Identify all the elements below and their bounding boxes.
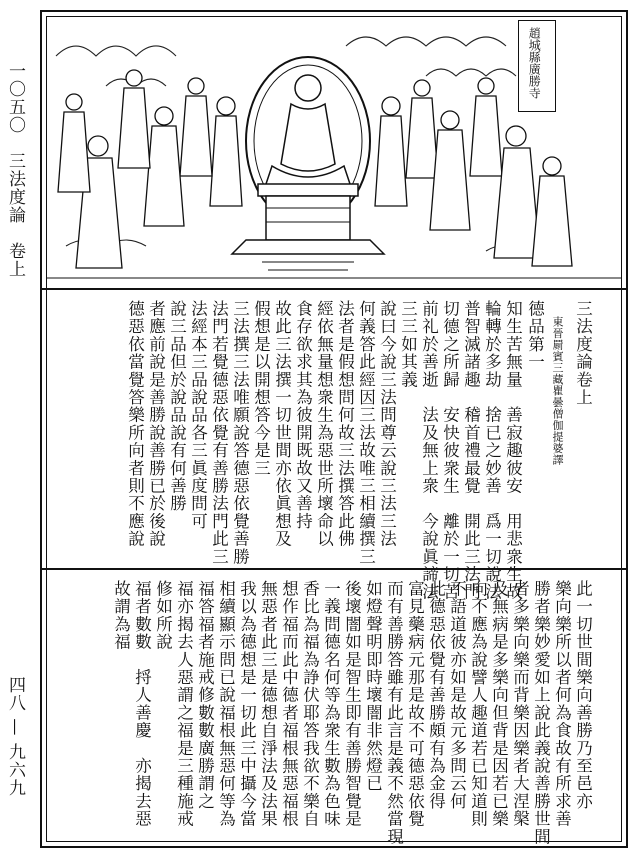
- text-column: 知生苦無量 善寂趣彼安 用悲衆生故: [503, 300, 523, 601]
- text-column: 三法度論卷上: [573, 300, 593, 407]
- text-column: 法門若覺德惡依覺有善勝法門此三: [209, 300, 229, 566]
- text-column: 故此三法撰一切世間亦依眞想及: [272, 300, 292, 548]
- text-column: 普智滅諸趣 稽首禮最覺 開此三法門: [461, 300, 481, 601]
- text-column: 德品第一: [525, 300, 545, 371]
- text-column: 經依無量想衆生為惡世所壞命以: [314, 300, 334, 548]
- text-column: 輪轉於多劫 捨已之妙善 爲一切說法: [482, 300, 502, 601]
- verse-column: 福者數數 捋人善慶 亦揭去惡: [132, 580, 152, 828]
- text-column: 向不應為說譬人趣道若已知道則: [468, 580, 488, 828]
- text-column: 前礼於善逝 法及無上衆 今說眞諦法: [419, 300, 439, 601]
- text-column: 說三品但於說品說有何善勝: [167, 300, 187, 513]
- running-title: 一〇五〇 三法度論 卷上: [5, 62, 25, 278]
- text-column: 者應前說是善勝說善勝已於後說: [146, 300, 166, 548]
- text-column: 食存欲求其為彼開既故又善持: [293, 300, 313, 531]
- text-column: 福亦揭去人惡謂之福是三種施戒: [174, 580, 194, 828]
- text-column: 相續顯示問已說福根無惡何等為: [216, 580, 236, 828]
- text-column: 德惡依當覺答樂所向者則不應說: [125, 300, 145, 548]
- text-column: 樂向樂所以者何為食故有所求善: [552, 580, 572, 828]
- text-column: 切德之所歸 安快彼衆生 離於一切苦: [440, 300, 460, 601]
- text-column: 如燈聲明即時壞闇非然燈已: [363, 580, 383, 793]
- text-column: 修如所說: [153, 580, 173, 651]
- text-column: 想作福而此中德者福根無惡福根: [279, 580, 299, 828]
- text-column: 法者是假想問何故三法撰答此佛: [335, 300, 355, 548]
- temple-cartouche: [518, 20, 556, 112]
- text-column: 及無病是多樂向但背是因若已樂: [489, 580, 509, 828]
- text-column: 三法撰三法唯願說答德惡依覺善勝: [230, 300, 250, 566]
- section-divider-top: [42, 288, 626, 290]
- text-column: 福答福者施戒修數數廣勝謂之: [195, 580, 215, 811]
- text-column: 法經本三品說品各三眞度問可: [188, 300, 208, 531]
- text-column: 無惡者此三是德想自淨法及法果: [258, 580, 278, 828]
- text-column: 一義問德名何等為衆生數為色味: [321, 580, 341, 828]
- text-column: 三三如其義: [398, 300, 418, 389]
- text-column: 勝者樂妙愛如上說此義說善勝世間: [531, 580, 551, 846]
- text-column: 者多樂向樂而背樂因樂者大涅槃: [510, 580, 530, 828]
- verse-column: 故謂為福: [111, 580, 131, 651]
- text-column: 富見藥病元那是故不可德惡依覺: [405, 580, 425, 828]
- text-column: 而有善勝答雖有此言是義不然當現: [384, 580, 404, 846]
- page-number: 四八 — 九六九: [5, 676, 25, 797]
- text-column: 說曰今說三法問尊云說三法三法: [377, 300, 397, 548]
- text-column: 不語道彼亦如是故元多問云何: [447, 580, 467, 811]
- text-column: 假想是以開想答今是三: [251, 300, 271, 477]
- translator-line: 東晉罽賓三藏瞿曇僧伽提婆譯: [551, 316, 564, 466]
- section-divider-bottom: [42, 568, 626, 570]
- text-column: 香比為福為諍伏耶答我欲不樂自: [300, 580, 320, 828]
- text-column: 我以為德想是一切此三中攝今當: [237, 580, 257, 828]
- text-column: 何義答此經因三法故唯三相續撰三: [356, 300, 376, 566]
- text-column: 後壞闇如是智生即有善勝智覺是: [342, 580, 362, 828]
- text-column: 此德惡依覺有善勝頗有為金得: [426, 580, 446, 811]
- cartouche-text: 趙城縣廣勝寺: [527, 27, 542, 99]
- text-column: 此一切世間樂向善勝乃至邑亦: [573, 580, 593, 811]
